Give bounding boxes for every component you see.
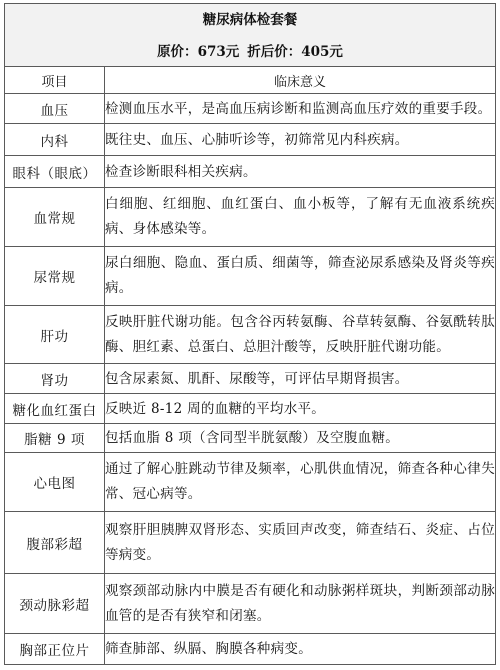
row-item: 血常规	[5, 188, 105, 247]
table-row	[5, 364, 496, 394]
row-item: 胸部正位片	[5, 634, 105, 665]
row-item: 脂糖 9 项	[5, 424, 105, 453]
row-meaning: 筛查肺部、纵膈、胸膜各种病变。	[105, 634, 496, 665]
row-meaning: 包含尿素氮、肌酐、尿酸等，可评估早期肾损害。	[105, 364, 496, 394]
row-item: 心电图	[5, 453, 105, 512]
row-meaning: 观察肝胆胰脾双肾形态、实质回声改变，筛查结石、炎症、占位等病变。	[105, 512, 496, 574]
original-price-value: 673元	[197, 43, 240, 60]
table-row	[5, 424, 496, 453]
package-title: 糖尿病体检套餐	[202, 11, 298, 28]
row-item: 肾功	[5, 364, 105, 394]
row-meaning: 反映近 8-12 周的血糖的平均水平。	[105, 394, 496, 424]
row-item: 眼科（眼底）	[5, 156, 105, 188]
header-meaning: 临床意义	[105, 67, 496, 94]
table-row	[5, 124, 496, 156]
table-row	[5, 453, 496, 512]
title-cell	[5, 4, 496, 67]
header-item: 项目	[5, 67, 105, 94]
header-row	[5, 67, 496, 94]
row-meaning: 既往史、血压、心肺听诊等，初筛常见内科疾病。	[105, 124, 496, 156]
row-item: 肝功	[5, 306, 105, 364]
row-meaning: 尿白细胞、隐血、蛋白质、细菌等，筛查泌尿系感染及肾炎等疾病。	[105, 247, 496, 306]
table-row	[5, 512, 496, 574]
row-item: 糖化血红蛋白	[5, 394, 105, 424]
discount-price-value: 405元	[301, 43, 343, 60]
row-item: 尿常规	[5, 247, 105, 306]
table-row	[5, 306, 496, 364]
row-item: 腹部彩超	[5, 512, 105, 574]
discount-price-label: 折后价：	[247, 43, 302, 60]
row-meaning: 检查诊断眼科相关疾病。	[105, 156, 496, 188]
original-price-label: 原价：	[157, 43, 198, 60]
table-row	[5, 634, 496, 665]
row-item: 内科	[5, 124, 105, 156]
row-meaning: 反映肝脏代谢功能。包含谷丙转氨酶、谷草转氨酶、谷氨酰转肽酶、胆红素、总蛋白、总胆汁酸等，反映肝脏代谢功能。	[105, 306, 496, 364]
title-row	[5, 4, 496, 67]
price-line	[5, 42, 495, 62]
row-meaning: 白细胞、红细胞、血红蛋白、血小板等，了解有无血液系统疾病、身体感染等。	[105, 188, 496, 247]
row-meaning: 检测血压水平，是高血压病诊断和监测高血压疗效的重要手段。	[105, 94, 496, 124]
row-item: 颈动脉彩超	[5, 574, 105, 634]
package-document	[4, 3, 495, 667]
table-row	[5, 188, 496, 247]
row-meaning: 包括血脂 8 项（含同型半胱氨酸）及空腹血糖。	[105, 424, 496, 453]
table-row	[5, 156, 496, 188]
table-row	[5, 394, 496, 424]
row-item: 血压	[5, 94, 105, 124]
table-row	[5, 574, 496, 634]
table-row	[5, 247, 496, 306]
package-table	[4, 3, 496, 665]
table-row	[5, 94, 496, 124]
row-meaning: 通过了解心脏跳动节律及频率，心肌供血情况，筛查各种心律失常、冠心病等。	[105, 453, 496, 512]
row-meaning: 观察颈部动脉内中膜是否有硬化和动脉粥样斑块，判断颈部动脉血管的是否有狭窄和闭塞。	[105, 574, 496, 634]
